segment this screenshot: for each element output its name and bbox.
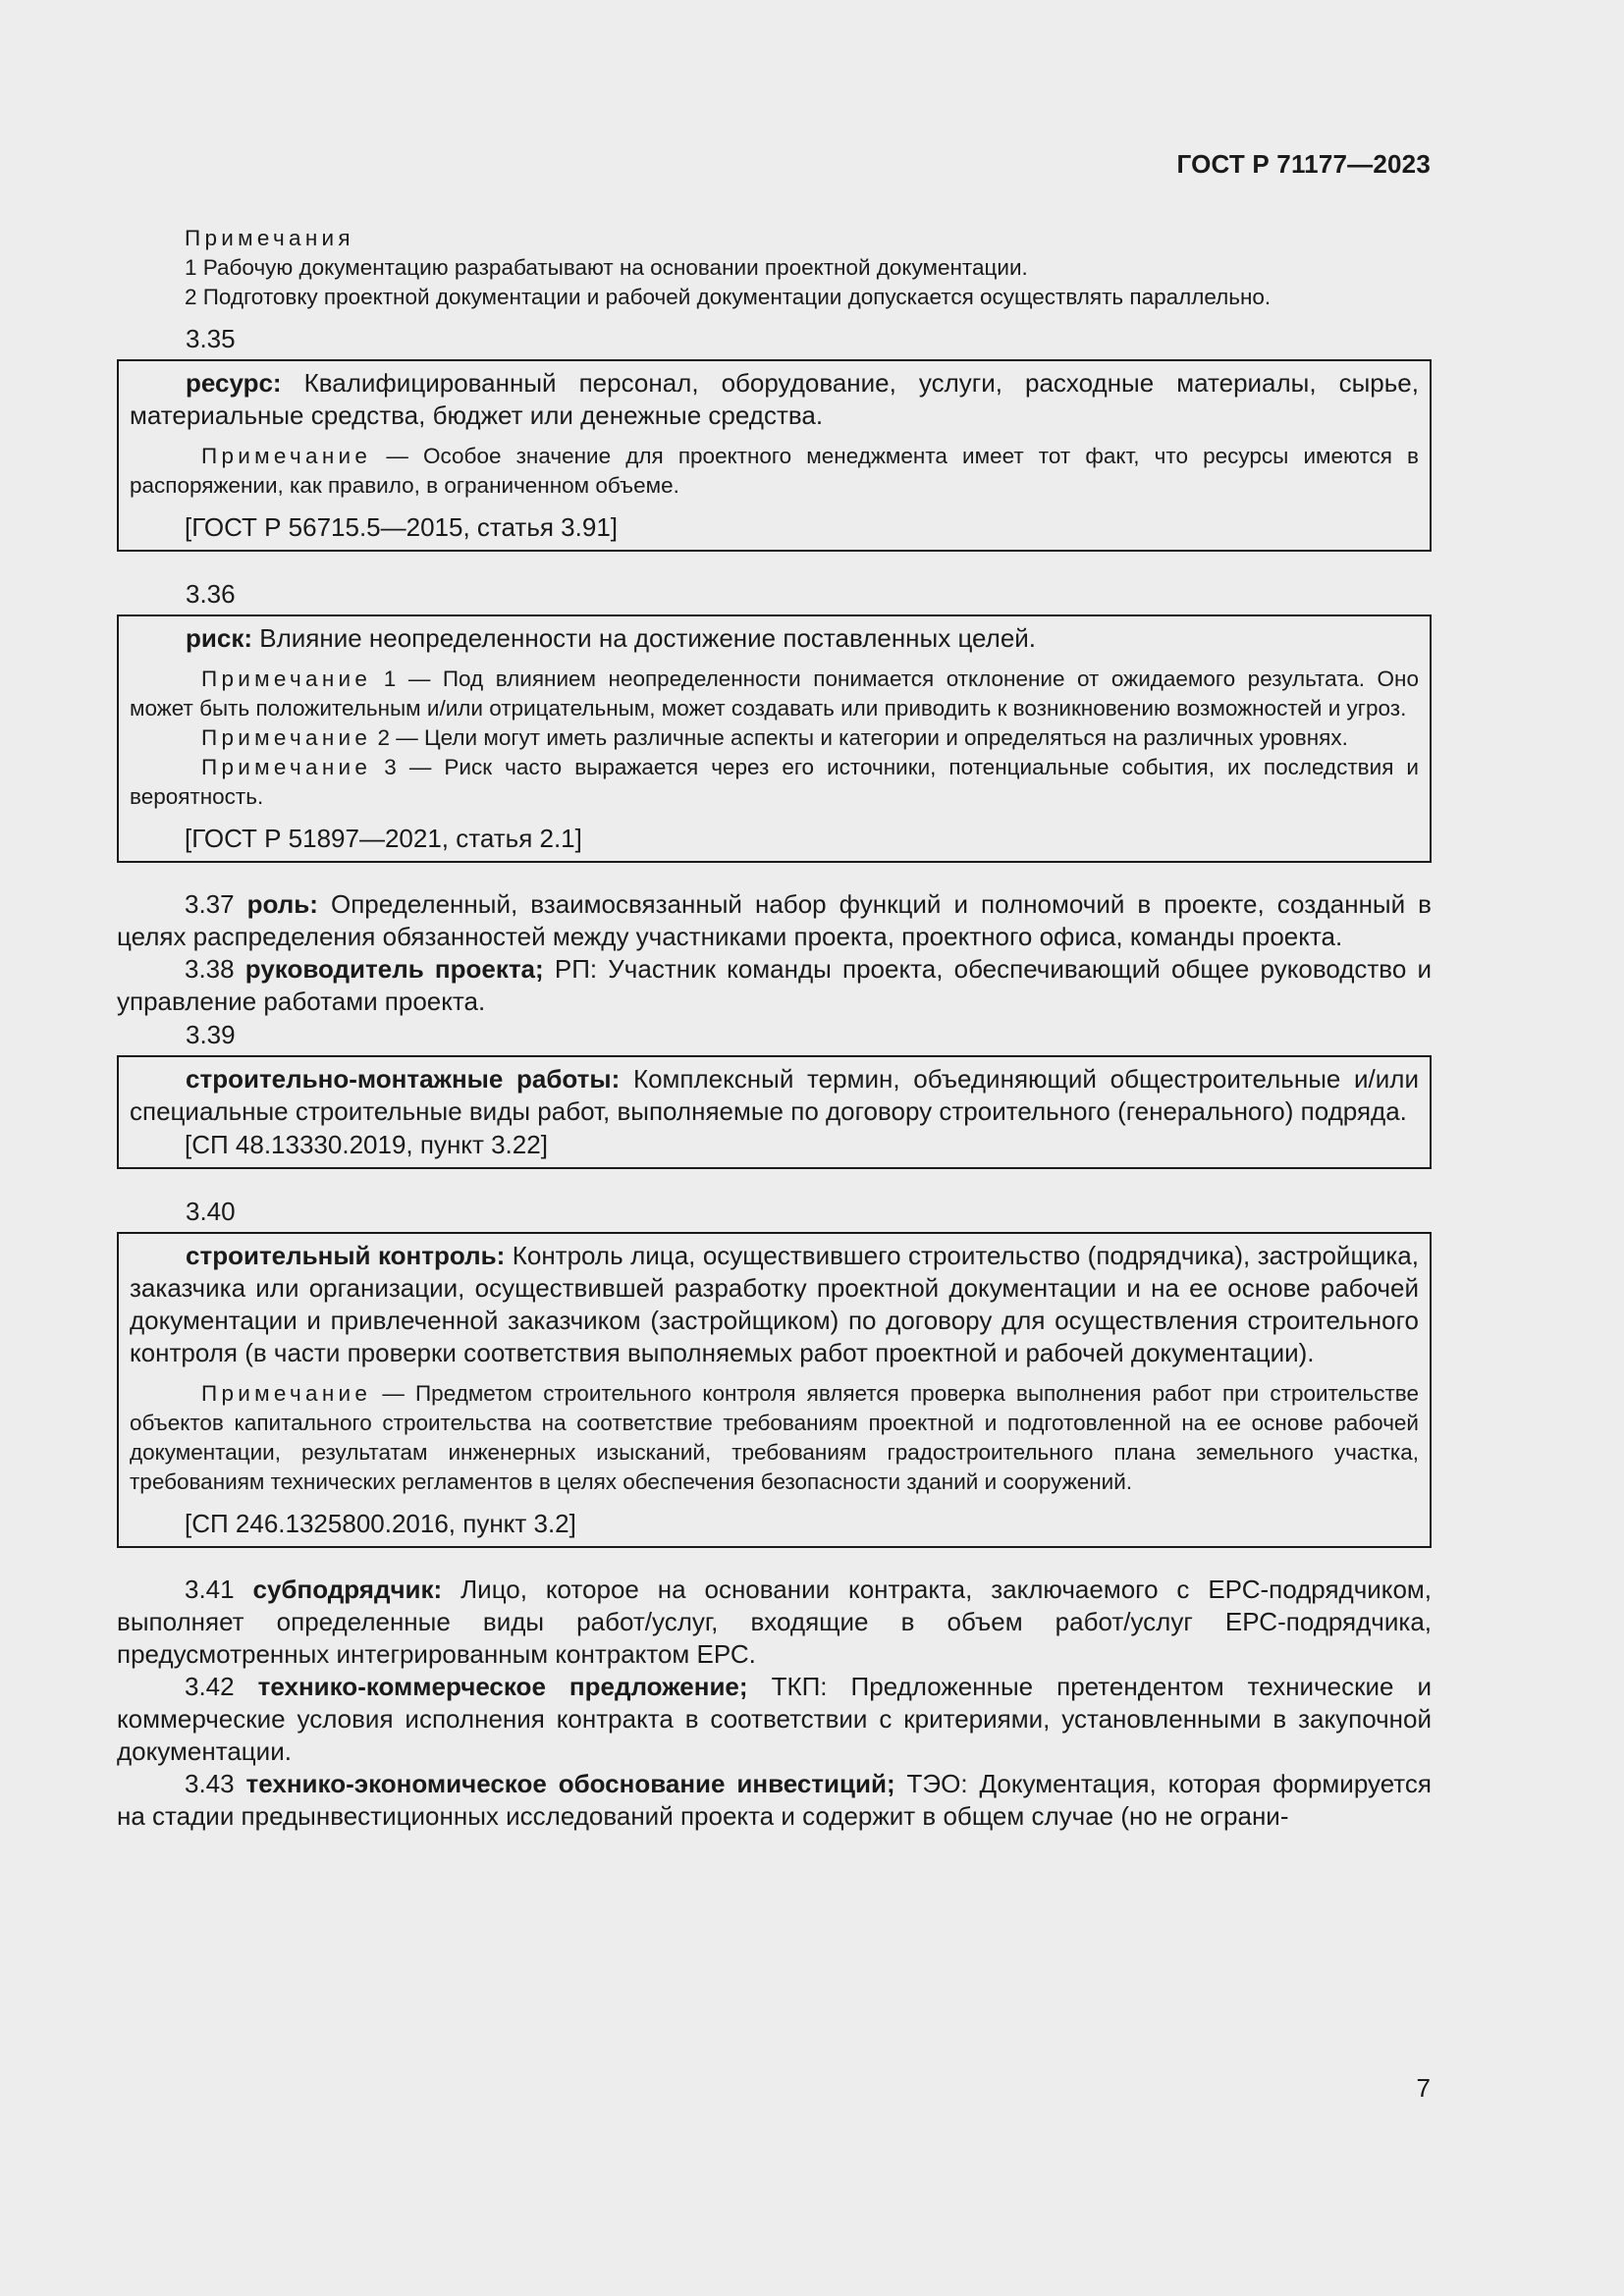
term-box-risk: [117, 614, 1432, 863]
term-number: 3.35: [186, 324, 236, 353]
term-source: [СП 48.13330.2019, пункт 3.22]: [185, 1130, 548, 1159]
term-paragraph-project-manager: [117, 953, 1432, 1018]
note-label: Примечание: [201, 1381, 372, 1406]
standard-code: ГОСТ Р 71177—2023: [1176, 149, 1431, 179]
term-name: роль:: [246, 889, 318, 919]
term-box-resource: [117, 359, 1432, 552]
page-content: [117, 224, 1432, 1833]
term-text: ТКП: Предложенные претендентом технические и коммерческие условия исполнения контракта в соответствии с критериями, установленными в закупочной документации.: [117, 1672, 1432, 1766]
note-text: — Предметом строительного контроля является проверка выполнения работ при строительстве объектов капитального строительства на соответствие требованиям проектной и подготовленной на ее основе рабочей документации, результатам инженерных изысканий, требованиям градостроительного плана земельного участка, требованиям технических регламентов в целях обеспечения безопасности зданий и сооружений.: [130, 1381, 1419, 1494]
term-number: 3.38: [185, 954, 235, 984]
term-name: технико-экономическое обоснование инвестиций;: [245, 1769, 895, 1798]
term-paragraph-subcontractor: [117, 1574, 1432, 1671]
note-label: Примечание: [201, 444, 372, 468]
note-text: 3 — Риск часто выражается через его источники, потенциальные события, их последствия и вероятность.: [130, 755, 1419, 809]
term-number: 3.39: [186, 1020, 236, 1049]
term-number: 3.42: [185, 1672, 235, 1701]
note-item: 2 Подготовку проектной документации и рабочей документации допускается осуществлять параллельно.: [185, 285, 1272, 309]
note-text: — Особое значение для проектного менеджмента имеет тот факт, что ресурсы имеются в распоряжении, как правило, в ограниченном объеме.: [130, 444, 1419, 498]
term-note: [130, 723, 1419, 753]
term-name: риск:: [186, 623, 252, 653]
term-name: технико-коммерческое предложение;: [257, 1672, 748, 1701]
term-source: [СП 246.1325800.2016, пункт 3.2]: [185, 1509, 576, 1538]
term-paragraph-technical-commercial-offer: [117, 1671, 1432, 1768]
term-definition: [130, 1240, 1419, 1369]
term-number: 3.41: [185, 1575, 235, 1604]
term-text: РП: Участник команды проекта, обеспечивающий общее руководство и управление работами проекта.: [117, 954, 1432, 1016]
term-source: [ГОСТ Р 56715.5—2015, статья 3.91]: [185, 512, 619, 542]
term-source: [ГОСТ Р 51897—2021, статья 2.1]: [185, 824, 582, 853]
notes-block: [185, 224, 1432, 312]
term-name: руководитель проекта;: [244, 954, 544, 984]
term-box-construction-works: [117, 1055, 1432, 1169]
term-name: ресурс:: [186, 368, 282, 398]
term-name: строительный контроль:: [186, 1241, 506, 1270]
term-definition: [130, 622, 1419, 655]
term-text: Квалифицированный персонал, оборудование, услуги, расходные материалы, сырье, материальные средства, бюджет или денежные средства.: [130, 368, 1419, 430]
term-text: ТЭО: Документация, которая формируется на стадии предынвестиционных исследований проекта и содержит в общем случае (но не ограни-: [117, 1769, 1432, 1831]
note-label: Примечание: [201, 667, 372, 691]
term-text: Определенный, взаимосвязанный набор функций и полномочий в проекте, созданный в целях распределения обязанностей между участниками проекта, проектного офиса, команды проекта.: [117, 889, 1432, 951]
term-definition: [130, 1063, 1419, 1128]
note-text: 1 — Под влиянием неопределенности понимается отклонение от ожидаемого результата. Оно может быть положительным и/или отрицательным, может создавать или приводить к возникновению возможностей и угроз.: [130, 667, 1419, 721]
term-text: Контроль лица, осуществившего строительство (подрядчика), застройщика, заказчика или организации, осуществившей разработку проектной документации и на ее основе рабочей документации и привлеченной заказчиком (застройщиком) по договору для осуществления строительного контроля (в части проверки соответствия выполняемых работ проектной и рабочей документации).: [130, 1241, 1419, 1367]
term-number: 3.40: [186, 1197, 236, 1226]
note-text: 2 — Цели могут иметь различные аспекты и категории и определяться на различных уровнях.: [371, 725, 1348, 750]
note-item: 1 Рабочую документацию разрабатывают на основании проектной документации.: [185, 255, 1028, 280]
term-paragraph-role: [117, 888, 1432, 953]
notes-title: Примечания: [185, 226, 354, 250]
note-label: Примечание: [201, 755, 372, 779]
term-text: Комплексный термин, объединяющий общестроительные и/или специальные строительные виды работ, выполняемые по договору строительного (генерального) подряда.: [130, 1064, 1419, 1126]
term-name: строительно-монтажные работы:: [186, 1064, 621, 1094]
term-note: [130, 665, 1419, 723]
term-number: 3.36: [186, 579, 236, 609]
term-number: 3.43: [185, 1769, 235, 1798]
term-text: Лицо, которое на основании контракта, заключаемого с ЕРС-подрядчиком, выполняет определенные виды работ/услуг, входящие в объем работ/услуг ЕРС-подрядчика, предусмотренных интегрированным контрактом ЕРС.: [117, 1575, 1432, 1669]
note-label: Примечание: [201, 725, 372, 750]
term-text: Влияние неопределенности на достижение поставленных целей.: [252, 623, 1037, 653]
term-note: [130, 753, 1419, 812]
term-box-construction-control: [117, 1232, 1432, 1548]
term-note: [130, 442, 1419, 501]
term-definition: [130, 367, 1419, 432]
term-note: [130, 1379, 1419, 1497]
page-number: 7: [1416, 2073, 1431, 2103]
term-paragraph-feasibility-study: [117, 1768, 1432, 1833]
term-name: субподрядчик:: [252, 1575, 443, 1604]
term-number: 3.37: [185, 889, 235, 919]
